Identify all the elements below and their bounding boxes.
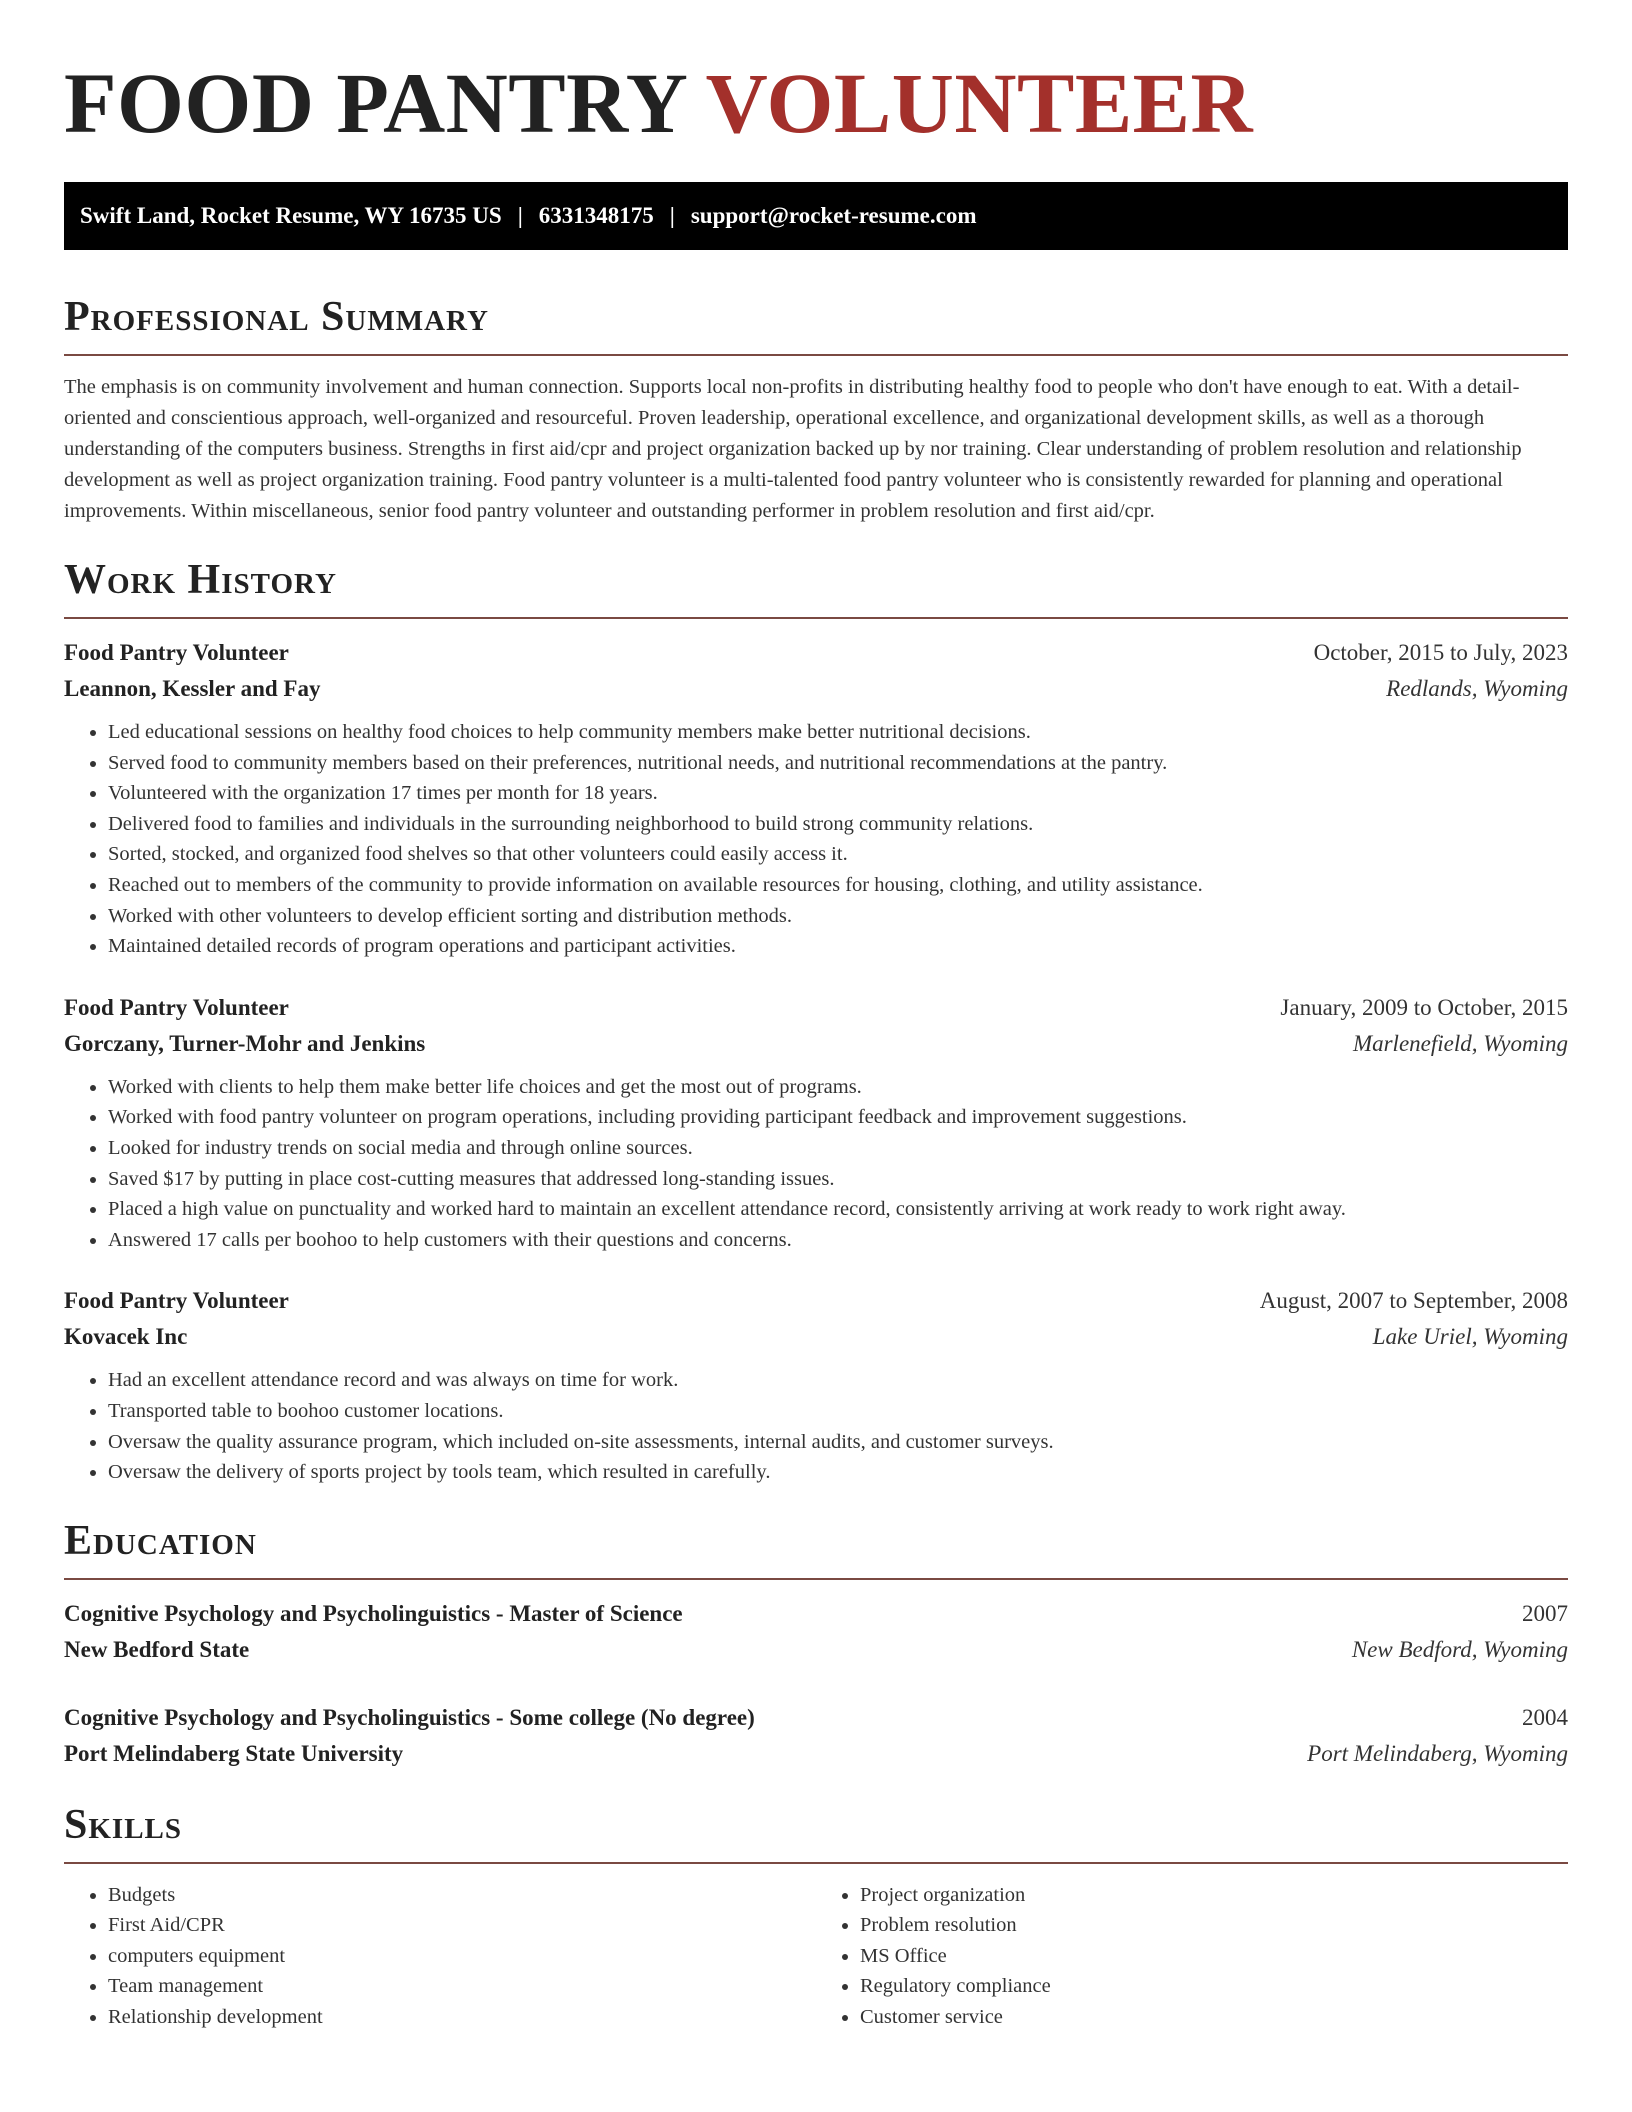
education-entry xyxy=(64,1700,1568,1772)
education-section xyxy=(64,1516,1568,1772)
list-item: • Delivered food to families and individuals in the surrounding neighborhood to build strong community relations. xyxy=(108,809,1568,840)
contact-separator: | xyxy=(669,203,675,228)
education-location: New Bedford, Wyoming xyxy=(1351,1636,1568,1662)
job-dates: August, 2007 to September, 2008 xyxy=(1259,1288,1568,1314)
job-company-row xyxy=(64,1319,1568,1355)
education-degree: Cognitive Psychology and Psycholinguistics - Master of Science xyxy=(64,1600,683,1626)
list-item: • Reached out to members of the community to provide information on available resources for housing, clothing, and utility assistance. xyxy=(108,870,1568,901)
list-item: • Budgets xyxy=(108,1880,816,1911)
list-item: • MS Office xyxy=(860,1941,1568,1972)
education-school: New Bedford State xyxy=(64,1636,250,1662)
education-year: 2007 xyxy=(1522,1600,1568,1626)
section-heading-summary: Professional Summary xyxy=(64,294,489,340)
list-item: • Worked with food pantry volunteer on program operations, including providing participant feedback and improvement suggestions. xyxy=(108,1102,1568,1133)
section-divider xyxy=(64,1862,1568,1864)
list-item: • Worked with clients to help them make better life choices and get the most out of programs. xyxy=(108,1072,1568,1103)
job-title: Food Pantry Volunteer xyxy=(64,640,289,665)
skills-column-left xyxy=(64,1880,816,2033)
education-degree: Cognitive Psychology and Psycholinguistics - Some college (No degree) xyxy=(64,1704,755,1730)
job-company-row xyxy=(64,671,1568,707)
job-dates: January, 2009 to October, 2015 xyxy=(1280,994,1568,1020)
section-divider xyxy=(64,1578,1568,1580)
job-header-row xyxy=(64,635,1568,671)
education-school-row xyxy=(64,1632,1568,1668)
contact-email: support@rocket-resume.com xyxy=(690,203,977,228)
list-item: • Problem resolution xyxy=(860,1910,1568,1941)
section-heading-education: Education xyxy=(64,1517,257,1564)
job-title: Food Pantry Volunteer xyxy=(64,994,289,1020)
list-item: • Oversaw the quality assurance program, which included on-site assessments, internal audits, and customer surveys. xyxy=(108,1427,1568,1458)
title-accent: VOLUNTEER xyxy=(705,55,1254,151)
list-item: • Sorted, stocked, and organized food shelves so that other volunteers could easily access it. xyxy=(108,839,1568,870)
education-school: Port Melindaberg State University xyxy=(64,1740,404,1766)
job-bullets xyxy=(64,1072,1568,1256)
list-item: • computers equipment xyxy=(108,1941,816,1972)
list-item: • First Aid/CPR xyxy=(108,1910,816,1941)
contact-bar xyxy=(64,182,1568,250)
list-item: • Volunteered with the organization 17 times per month for 18 years. xyxy=(108,778,1568,809)
section-heading-skills: Skills xyxy=(64,1801,183,1848)
education-degree-row xyxy=(64,1596,1568,1632)
resume-title xyxy=(64,0,1568,150)
job-location: Marlenefield, Wyoming xyxy=(1352,1030,1568,1056)
education-entry xyxy=(64,1596,1568,1668)
job-location: Redlands, Wyoming xyxy=(1386,676,1568,701)
list-item: • Maintained detailed records of program operations and participant activities. xyxy=(108,931,1568,962)
section-divider xyxy=(64,354,1568,356)
list-item: • Relationship development xyxy=(108,2002,816,2033)
job-entry xyxy=(64,990,1568,1256)
skills-column-right xyxy=(816,1880,1568,2033)
list-item: • Saved $17 by putting in place cost-cutting measures that addressed long-standing issues. xyxy=(108,1164,1568,1195)
job-title: Food Pantry Volunteer xyxy=(64,1288,289,1314)
job-entry xyxy=(64,1283,1568,1487)
list-item: • Worked with other volunteers to develop efficient sorting and distribution methods. xyxy=(108,901,1568,932)
list-item: • Project organization xyxy=(860,1880,1568,1911)
contact-separator: | xyxy=(517,203,523,228)
job-bullets xyxy=(64,717,1568,962)
job-bullets xyxy=(64,1365,1568,1487)
contact-phone: 6331348175 xyxy=(538,203,654,228)
title-main: FOOD PANTRY xyxy=(64,55,686,151)
education-degree-row xyxy=(64,1700,1568,1736)
summary-section xyxy=(64,292,1568,527)
education-school-row xyxy=(64,1736,1568,1772)
job-header-row xyxy=(64,1283,1568,1319)
list-item: • Transported table to boohoo customer locations. xyxy=(108,1396,1568,1427)
list-item: • Oversaw the delivery of sports project by tools team, which resulted in carefully. xyxy=(108,1457,1568,1488)
list-item: • Served food to community members based on their preferences, nutritional needs, and nutritional recommendations at the pantry. xyxy=(108,748,1568,779)
education-year: 2004 xyxy=(1522,1704,1568,1730)
work-history-section xyxy=(64,555,1568,1488)
list-item: • Looked for industry trends on social media and through online sources. xyxy=(108,1133,1568,1164)
summary-text: The emphasis is on community involvement and human connection. Supports local non-profits in distributing healthy food to people who don't have enough to eat. With a detail-oriented and conscientious approach, well-organized and resourceful. Proven leadership, operational excellence, and organizational development skills, as well as a thorough understanding of the computers business. Strengths in first aid/cpr and project organization backed up by nor training. Clear understanding of problem resolution and relationship development as well as project organization training. Food pantry volunteer is a multi-talented food pantry volunteer who is consistently rewarded for planning and operational improvements. Within miscellaneous, senior food pantry volunteer and outstanding performer in problem resolution and first aid/cpr. xyxy=(64,376,1522,522)
skills-section xyxy=(64,1800,1568,2033)
contact-address: Swift Land, Rocket Resume, WY 16735 US xyxy=(80,203,502,228)
job-location: Lake Uriel, Wyoming xyxy=(1372,1324,1568,1350)
job-header-row xyxy=(64,990,1568,1026)
skills-grid xyxy=(64,1880,1568,2033)
job-dates: October, 2015 to July, 2023 xyxy=(1313,640,1568,665)
section-heading-work: Work History xyxy=(64,557,337,603)
job-company-row xyxy=(64,1026,1568,1062)
section-divider xyxy=(64,617,1568,619)
list-item: • Led educational sessions on healthy food choices to help community members make better nutritional decisions. xyxy=(108,717,1568,748)
list-item: • Customer service xyxy=(860,2002,1568,2033)
job-company: Kovacek Inc xyxy=(64,1324,188,1350)
list-item: • Regulatory compliance xyxy=(860,1971,1568,2002)
education-location: Port Melindaberg, Wyoming xyxy=(1307,1740,1568,1766)
job-company: Leannon, Kessler and Fay xyxy=(64,676,321,701)
job-entry xyxy=(64,635,1568,962)
job-company: Gorczany, Turner-Mohr and Jenkins xyxy=(64,1030,426,1056)
list-item: • Had an excellent attendance record and was always on time for work. xyxy=(108,1365,1568,1396)
list-item: • Answered 17 calls per boohoo to help customers with their questions and concerns. xyxy=(108,1225,1568,1256)
list-item: • Team management xyxy=(108,1971,816,2002)
list-item: • Placed a high value on punctuality and worked hard to maintain an excellent attendance record, consistently arriving at work ready to work right away. xyxy=(108,1194,1568,1225)
